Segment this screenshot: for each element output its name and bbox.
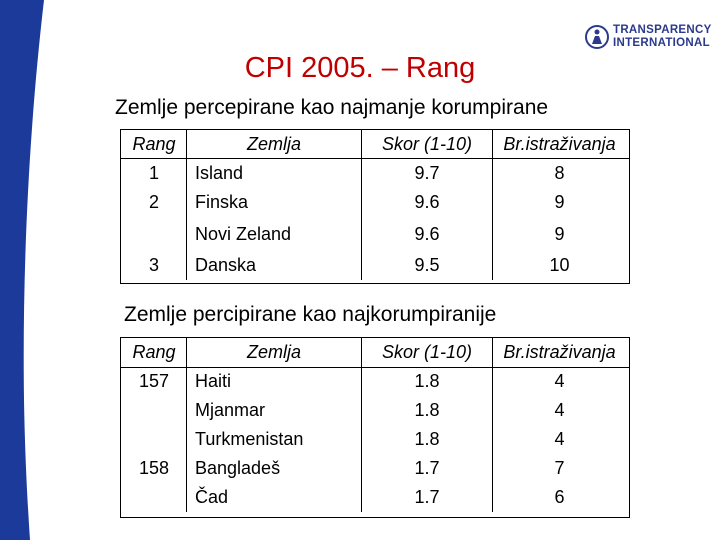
cell-br: 6 (554, 487, 565, 507)
cell-br: 4 (554, 429, 565, 449)
cell-br: 4 (554, 371, 565, 391)
table-header-row (122, 338, 626, 367)
cell-rang (122, 483, 187, 512)
least-corrupt-table (122, 130, 626, 280)
cell-zemlja: Haiti (187, 367, 362, 396)
cell-br: 9 (554, 192, 565, 212)
logo-line-2: INTERNATIONAL (613, 37, 710, 49)
cell-rang (122, 425, 187, 454)
table1-header-rule (120, 158, 630, 159)
col-rang-header: Rang (122, 338, 187, 367)
cell-zemlja: Island (187, 159, 362, 188)
cell-skor: 9.6 (362, 188, 493, 217)
cell-skor: 1.7 (362, 454, 493, 483)
cell-skor: 1.8 (362, 425, 493, 454)
cell-skor: 9.6 (362, 217, 493, 251)
cell-skor: 1.7 (362, 483, 493, 512)
cell-rang: 3 (122, 251, 187, 280)
section1-heading: Zemlje percepirane kao najmanje korumpirane (115, 96, 549, 119)
col-br-header: Br.istraživanja (503, 134, 616, 154)
cell-zemlja: Danska (187, 251, 362, 280)
table-row (122, 483, 626, 512)
cell-rang: 158 (122, 454, 187, 483)
ti-globe-icon (585, 24, 609, 50)
table2-header-rule (120, 367, 630, 368)
cell-rang (122, 396, 187, 425)
table-row (122, 425, 626, 454)
table-row (122, 251, 626, 280)
col-br-header: Br.istraživanja (503, 342, 616, 362)
cell-skor: 1.8 (362, 396, 493, 425)
col-zemlja-header: Zemlja (187, 130, 362, 159)
most-corrupt-table (122, 338, 626, 512)
cell-rang: 1 (122, 159, 187, 188)
col-rang-header: Rang (122, 130, 187, 159)
cell-zemlja: Novi Zeland (187, 217, 362, 251)
section2-heading: Zemlje percipirane kao najkorumpiranije (124, 303, 497, 326)
col-skor-header: Skor (1-10) (362, 130, 493, 159)
cell-zemlja: Turkmenistan (187, 425, 362, 454)
cell-br: 8 (554, 163, 565, 183)
col-zemlja-header: Zemlja (187, 338, 362, 367)
cell-br: 10 (549, 255, 570, 275)
col-skor-header: Skor (1-10) (362, 338, 493, 367)
table-row (122, 188, 626, 217)
cell-zemlja: Čad (187, 483, 362, 512)
table-row (122, 396, 626, 425)
cell-zemlja: Mjanmar (187, 396, 362, 425)
cell-br: 9 (554, 223, 565, 244)
table-row (122, 454, 626, 483)
cell-zemlja: Finska (187, 188, 362, 217)
cell-rang: 157 (122, 367, 187, 396)
cell-skor: 9.5 (362, 251, 493, 280)
table-row (122, 367, 626, 396)
cell-zemlja: Bangladeš (187, 454, 362, 483)
transparency-international-logo (585, 22, 712, 54)
table-row (122, 217, 626, 251)
cell-br: 4 (554, 400, 565, 420)
cell-rang (122, 217, 187, 251)
cell-skor: 1.8 (362, 367, 493, 396)
table-row (122, 159, 626, 188)
cell-br: 7 (554, 458, 565, 478)
cell-skor: 9.7 (362, 159, 493, 188)
cell-rang: 2 (122, 188, 187, 217)
table-header-row (122, 130, 626, 159)
page-title: CPI 2005. – Rang (244, 52, 476, 84)
logo-line-1: TRANSPARENCY (613, 24, 712, 36)
